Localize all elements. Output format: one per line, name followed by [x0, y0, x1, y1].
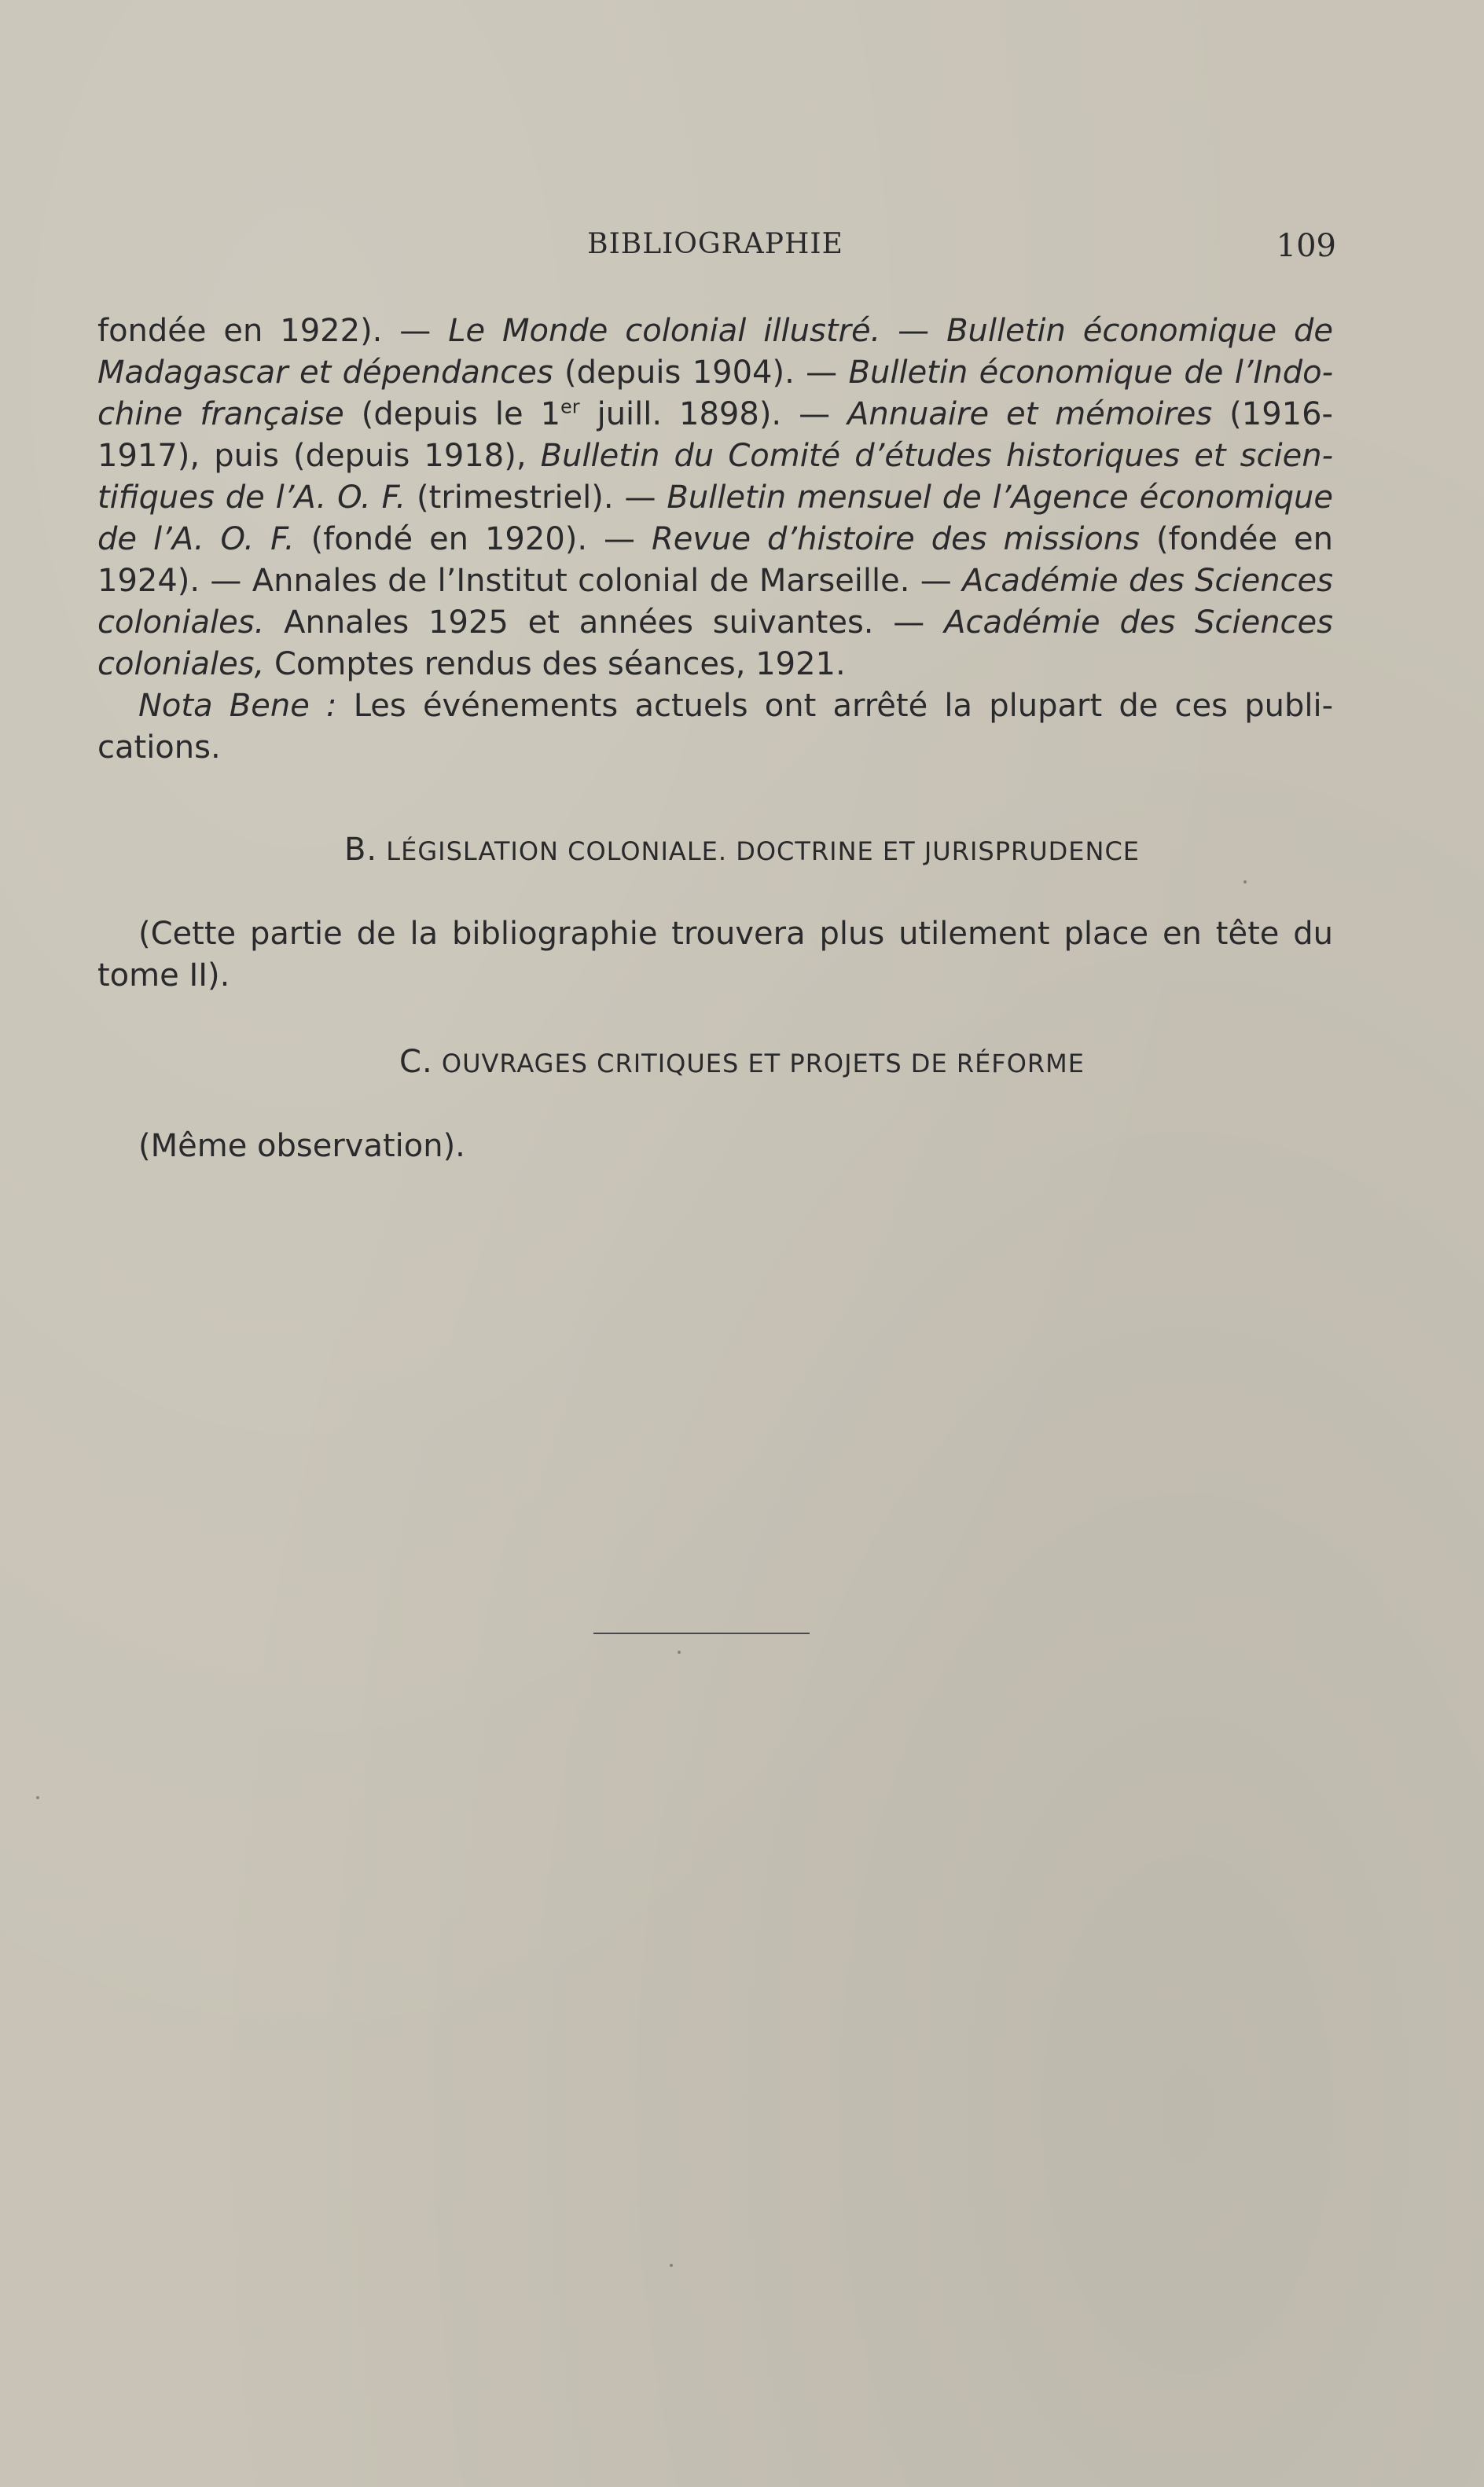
section-b-heading: [0, 832, 1484, 868]
section-b-letter: B.: [343, 832, 378, 868]
paper-speck: [36, 1796, 39, 1799]
running-head: [94, 228, 1336, 267]
section-c-note: (Même observation).: [138, 1128, 465, 1164]
text-run: (fondée en 1924). — Annales de l’Institut colonial de Marseille. —: [97, 521, 1334, 599]
text-run: (1916-1917), puis (depuis 1918),: [97, 396, 1333, 474]
closing-rule: [593, 1633, 810, 1634]
periodical-title: Académie des Sciences coloniales.: [97, 563, 1333, 641]
superscript: er: [560, 395, 580, 418]
section-b-note-block: [97, 913, 1333, 997]
text-run: (depuis 1904). —: [553, 354, 849, 391]
text-run: (depuis le 1: [343, 396, 561, 432]
section-c-heading: [0, 1044, 1484, 1080]
section-c-letter: C.: [399, 1044, 433, 1080]
text-run: Comptes rendus des séances, 1921.: [264, 646, 846, 682]
text-run: (trimestriel). —: [406, 479, 667, 516]
running-title: BIBLIOGRAPHIE: [587, 228, 843, 260]
nota-bene-paragraph: [97, 685, 1333, 769]
paper-speck: [670, 2264, 673, 2267]
periodical-title: Bulletin mensuel de l’Agence économique de l’A. O. F.: [97, 479, 1334, 557]
text-run: Annales 1925 et années suivantes. —: [264, 604, 945, 641]
section-b-title: LÉGISLATION COLONIALE. DOCTRINE ET JURISPRUDENCE: [377, 836, 1141, 866]
text-run: juill. 1898). —: [579, 396, 847, 432]
bibliography-paragraph: [97, 310, 1333, 685]
section-c-note-block: [97, 1126, 1333, 1167]
paper-speck: [1243, 880, 1247, 883]
text-run: fondée en 1922). —: [97, 313, 449, 349]
periodical-title: Académie des Sciences coloniales,: [97, 604, 1333, 682]
paper-speck: [678, 1651, 681, 1654]
page-number: 109: [1276, 228, 1336, 264]
periodical-title: Le Monde colonial illustré.: [448, 313, 881, 349]
section-c-title: OUVRAGES CRITIQUES ET PROJETS DE RÉFORME: [432, 1049, 1085, 1078]
main-text-block: [97, 310, 1333, 769]
text-run: —: [880, 313, 947, 349]
text-run: (fondé en 1920). —: [294, 521, 652, 557]
nota-bene-label: Nota Bene :: [138, 688, 337, 724]
periodical-title: Annuaire et mémoires: [847, 396, 1213, 432]
section-b-note: (Cette partie de la bibliographie trouvera plus utilement place en tête du tome II).: [97, 916, 1333, 994]
periodical-title: Bulletin du Comité d’études historiques et scientifiques de l’A. O. F.: [97, 438, 1333, 516]
periodical-title: Bulletin économique de l’Indochine française: [97, 354, 1334, 432]
periodical-title: Revue d’histoire des missions: [652, 521, 1141, 557]
periodical-title: Bulletin économique de Madagascar et dépendances: [97, 313, 1333, 391]
nota-bene-text: Les événements actuels ont arrêté la plupart de ces publications.: [97, 688, 1333, 766]
